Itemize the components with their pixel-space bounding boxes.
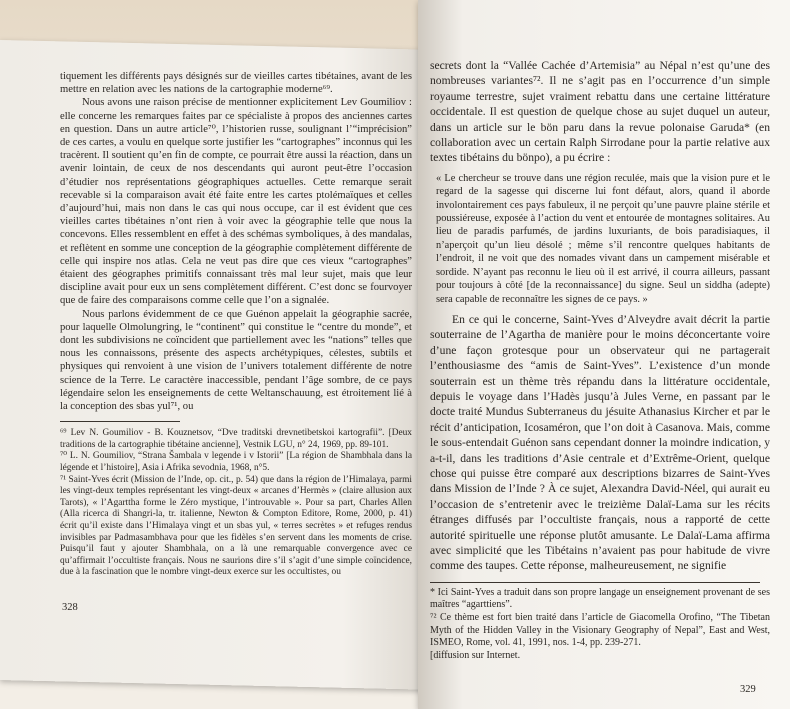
left-paragraph: Nous avons une raison précise de mentionner explicitement Lev Goumiliov : elle concerne les remarques faites par ce spécialiste à propos des anciennes cartes en question. Dans un autre article⁷⁰, l’historien russe, soulignant l’“imprécision” de ces cartes, a voulu en quelque sorte justifier les “cartographes” inconnus qui les tracèrent. Il soutient qu’en fin de compte, ce pourrait être aussi la réaction, dans un avenir lointain, de ceux de nos descendants qui auront peut-être l’occasion d’étudier nos représentations géographiques actuelles. Cette remarque serait recevable si la comparaison avait été faite entre les cartes ptolémaïques et celles d’aujourd’hui, mais non dans le cas qui nous occupe, car il est évident que ces vieilles cartes tibétaines n’ont rien à voir avec la géographie telle que nous la concevons. Elles ressemblent en effet à des schémas symboliques, à des mandalas, et reflètent en somme une conception de la géographie complètement différente de celle qui inspire nos atlas. Cela ne veut pas dire que ces vieux “cartographes” étaient des géographes primitifs connaissant très mal leur sujet, mais que leur discipline avait pour eux un sens complètement différent. C’est donc se fourvoyer que de faire des comparaisons comme celle que l’on a signalée. xyxy=(60,97,412,307)
footnote: ⁷¹ Saint-Yves écrit (Mission de l’Inde, op. cit., p. 54) que dans la région de l’Himalaya, parmi les vingt-deux temples représentant les vingt-deux « arcanes d’Hermès » (claire allusion aux Tarots), « l’Agarttha forme le Zéro mystique, l’introuvable ». Pour sa part, Charles Allen (Alla ricerca di Shangri-la, tr. italienne, Newton & Compton Editore, Rome, 2000, p. 41) écrit qu’il existe dans l’Himalaya vingt et un sbas yul, « terres secrètes » et refuges rendus invisibles par Padmasambhava pour que les fidèles s’en servent dans les moments de crise. Puisqu’il faut y ajouter Shambhala, on a là une remarquable convergence avec ce qu’affirmait l’occultiste français. Nous ne saurions dire s’il s’agit d’une simple coïncidence, due à la fascination que le nombre vingt-deux exerce sur les occultistes, ou xyxy=(60,474,412,578)
footnote-divider xyxy=(430,582,760,583)
left-page-number: 328 xyxy=(62,602,78,613)
left-page-text xyxy=(60,70,412,579)
right-paragraph: secrets dont la “Vallée Cachée d’Artemisia” au Népal n’est qu’une des nombreuses variantes⁷². Il ne s’agit pas en l’occurrence d’un simple royaume terrestre, sujet vraiment rebattu dans une certaine littérature occidentale. Il est question de quelque chose au sujet duquel un auteur, dans un article sur le bön paru dans la revue polonaise Garuda* (en collaboration avec un certain Ralph Sirrodane pour la partie relative aux textes tibétains du bönpo), a pu écrire : xyxy=(430,59,770,165)
footnote: ⁶⁹ Lev N. Goumiliov - B. Kouznetsov, “Dve traditski drevnetibetskoi kartografii”. [Deux traditions de la cartographie tibétaine ancienne], Vestnik LGU, n° 24, 1969, pp. 89-101. xyxy=(60,428,412,450)
left-paragraph: Nous parlons évidemment de ce que Guénon appelait la géographie sacrée, pour laquelle Olmolungring, le “continent” qui constitue le “centre du monde”, et dont les subdivisions ne coïncident que partiellement avec les “nations” telles que nous les connaissons, présente des aspects archétypiques, célestes, subtils et physiques qui renvoient à une vision de l’univers totalement différente de notre science de la Terre. Le caractère inaccessible, pendant l’âge sombre, de ce pays légendaire selon les enseignements de cette Weltanschauung, est étroitement lié à la conception des sbas yul⁷¹, ou xyxy=(60,308,412,413)
footnote: ⁷² Ce thème est fort bien traité dans l’article de Giacomella Orofino, “The Tibetan Myth of the Hidden Valley in the Visionary Geography of Nepal”, East and West, ISMEO, Rome, vol. 41, 1991, nos. 1-4, pp. 239-271. xyxy=(430,612,770,649)
footnote: * Ici Saint-Yves a traduit dans son propre langage un enseignement provenant de ses maîtres “agarttiens”. xyxy=(430,586,770,611)
right-page-text xyxy=(430,58,770,662)
left-footnotes xyxy=(60,428,412,579)
left-paragraph: tiquement les différents pays désignés sur de vieilles cartes tibétaines, avant de les mettre en relation avec les nations de la cartographie moderne⁶⁹. xyxy=(60,71,412,96)
right-paragraph: En ce qui le concerne, Saint-Yves d’Alveydre avait décrit la partie souterraine de l’Agartha de manière pour le moins déconcertante voire d’une façon grotesque pour un observateur qui ne partagerait l’enthousiasme des “amis de Saint-Yves”. L’existence d’un monde souterrain est un thème très répandu dans la littérature occidentale, depuis le voyage dans l’Hadès jusqu’à Jules Verne, en passant par le docte traité Mundus Subterraneus du jésuite Athanasius Kircher et par le récit d’anticipation, Icosaméron, que l’on doit à Casanova. Mais, comme le sous-entendait Guénon sans cependant donner la moindre indication, y a-t-il, dans les traditions d’Asie centrale et d’Extrême-Orient, quelque chose qui puisse être comparé aux descriptions bizarres de Saint-Yves dans Mission de l’Inde ? À ce sujet, Alexandra David-Néel, qui aurait eu l’occasion de s’entretenir avec le treizième Dalaï-Lama sur les récits étranges diffusés par l’occultiste français, nous a rapporté de cette autorité spirituelle une réponse plutôt amusante. Le Dalaï-Lama affirma avec simplicité que les Tibétains n’avaient pas pour habitude de vivre comme des taupes. Cette réponse, malheureusement, ne signifie xyxy=(430,312,770,573)
right-footnotes xyxy=(430,587,770,663)
right-block-quote: « Le chercheur se trouve dans une région reculée, mais que la vision pure et le regard de la sagesse qui discerne lui font défaut, alors, quand il aborde involontairement ces pays fabuleux, il ne perçoit qu’une pauvre plaine stérile et poussiéreuse, exposée à l’action du vent et entourée de montagnes solitaires. Au lieu de paradis parfumés, de jardins luxuriants, de bois paradisiaques, il n’aperçoit qu’un lieu désolé ; même s’il rencontre quelques habitants de l’endroit, il ne voit que des nomades vivant dans un campement misérable et sordide. N’ayant pas reconnu le lieu où il est arrivé, il courra ailleurs, passant pour toujours à côté [de la reconnaissance] du signe. Seul un siddha (adepte) sera capable de reconnaître les signes de ce pays. » xyxy=(436,172,770,305)
right-page-number: 329 xyxy=(740,684,756,695)
footnote: [diffusion sur Internet. xyxy=(430,649,521,661)
footnote-divider xyxy=(60,421,180,422)
footnote: ⁷⁰ L. N. Goumiliov, “Strana Šambala v legende i v Istorii” [La région de Shambhala dans la légende et l’histoire], Asia i Afrika sevodnia, 1968, n°5. xyxy=(60,451,412,474)
